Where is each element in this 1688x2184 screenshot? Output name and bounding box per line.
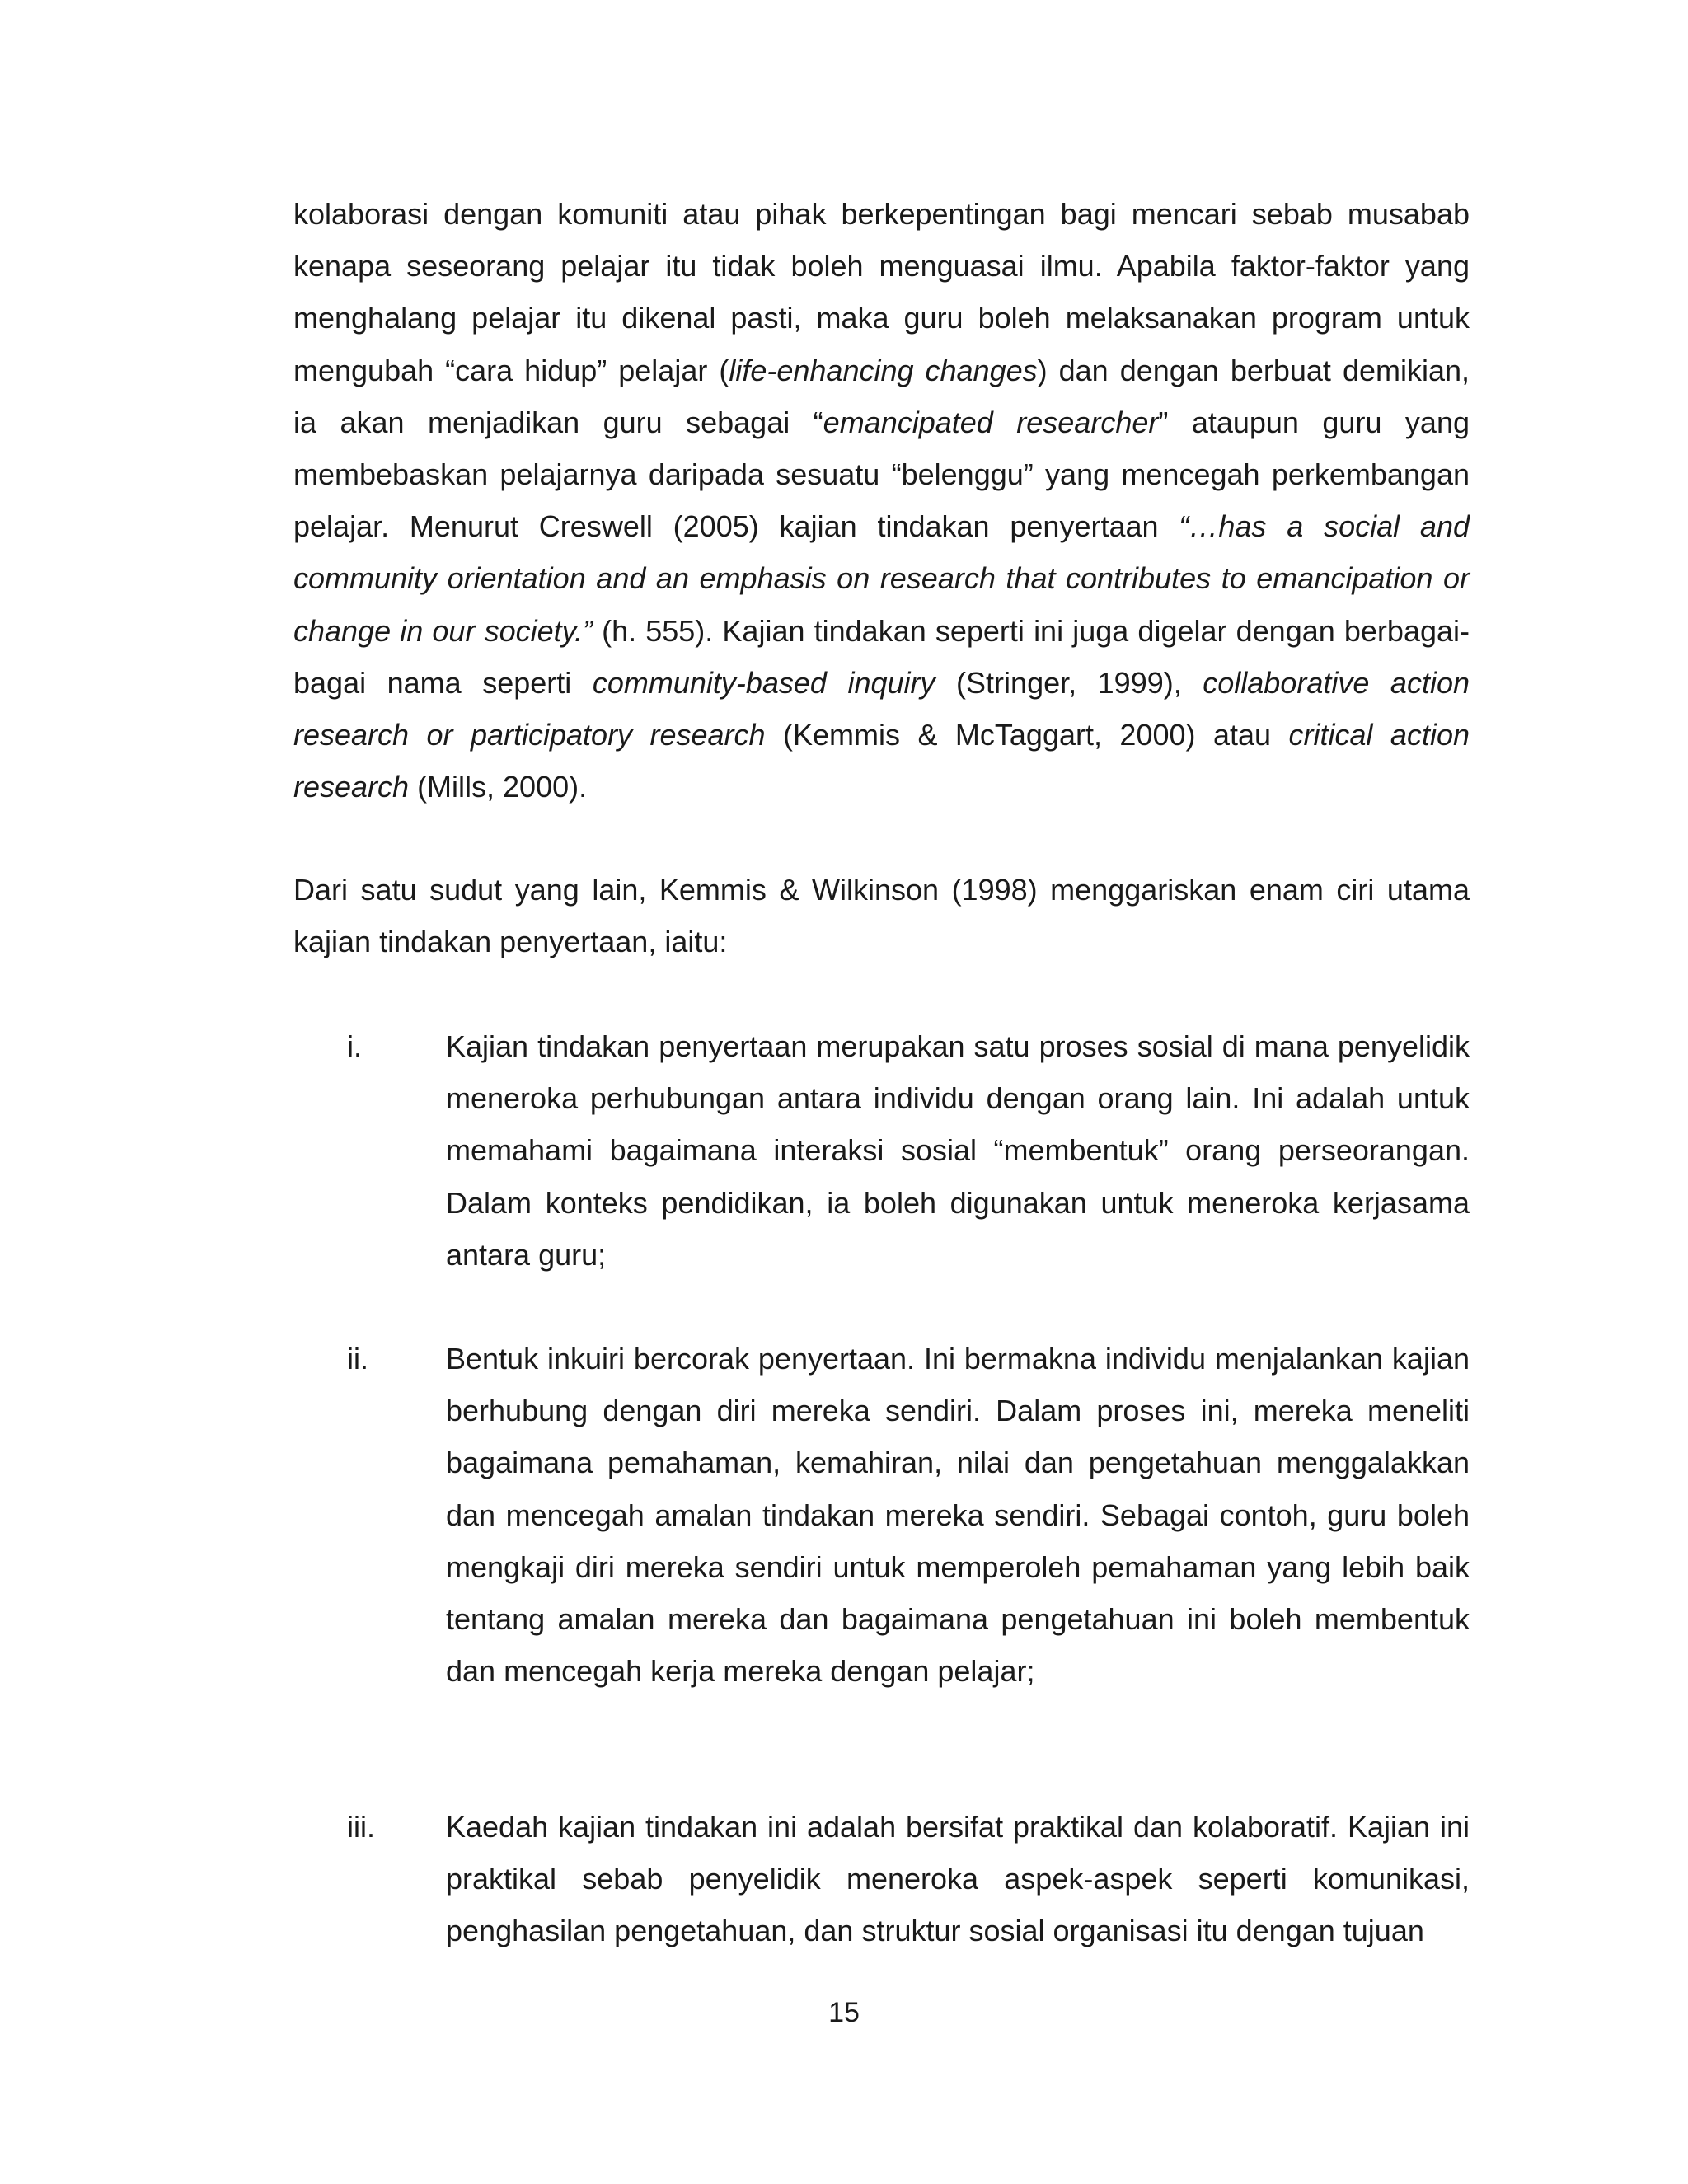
text-run: (h. 555). Kajian tindakan seperti ini juga digelar dengan berbagai-bagai nama seperti [293, 613, 1470, 700]
paragraph-1 [293, 188, 1470, 813]
italic-run: “…has a social and community orientation and an emphasis on research that contributes to emancipation or change in our society.” [293, 509, 1470, 648]
list-marker: i. [347, 1029, 362, 1063]
list-marker: ii. [347, 1342, 368, 1376]
text-run: ) dan dengan berbuat demikian, ia akan menjadikan guru sebagai “ [293, 353, 1470, 439]
italic-run: life-enhancing changes [729, 353, 1038, 387]
list-item-text: Kaedah kajian tindakan ini adalah bersifat praktikal dan kolaboratif. Kajian ini praktikal sebab penyelidik meneroka aspek-aspek seperti komunikasi, penghasilan pengetahuan, dan struktur sosial organisasi itu dengan tujuan [446, 1810, 1470, 1948]
text-run: (Kemmis & McTaggart, 2000) atau [765, 718, 1289, 752]
paragraph-2: Dari satu sudut yang lain, Kemmis & Wilkinson (1998) menggariskan enam ciri utama kajian tindakan penyertaan, iaitu: [293, 873, 1470, 959]
italic-run: critical action research [293, 718, 1470, 804]
italic-run: community-based inquiry [592, 665, 935, 700]
list-item-text: Kajian tindakan penyertaan merupakan satu proses sosial di mana penyelidik meneroka perhubungan antara individu dengan orang lain. Ini adalah untuk memahami bagaimana interaksi sosial “membentuk” orang perseorangan. Dalam konteks pendidikan, ia boleh digunakan untuk meneroka kerjasama antara guru; [446, 1029, 1470, 1272]
page-number: 15 [828, 1997, 860, 2028]
text-run: (Mills, 2000). [409, 770, 588, 804]
text-run: ” ataupun guru yang membebaskan pelajarnya daripada sesuatu “belenggu” yang mencegah perkembangan pelajar. Menurut Creswell (2005) kajian tindakan penyertaan [293, 405, 1470, 544]
list-marker: iii. [347, 1810, 375, 1844]
text-run: kolaborasi dengan komuniti atau pihak berkepentingan bagi mencari sebab musabab kenapa seseorang pelajar itu tidak boleh menguasai ilmu. Apabila faktor-faktor yang menghalang pelajar itu dikenal pasti, maka guru boleh melaksanakan program untuk mengubah “cara hidup” pelajar ( [293, 197, 1470, 387]
italic-run: emancipated researcher [823, 405, 1159, 439]
italic-run: collaborative action research or participatory research [293, 665, 1470, 752]
text-run: (Stringer, 1999), [935, 665, 1203, 700]
list-item-text: Bentuk inkuiri bercorak penyertaan. Ini bermakna individu menjalankan kajian berhubung dengan diri mereka sendiri. Dalam proses ini, mereka meneliti bagaimana pemahaman, kemahiran, nilai dan pengetahuan menggalakkan dan mencegah amalan tindakan mereka sendiri. Sebagai contoh, guru boleh mengkaji diri mereka sendiri untuk memperoleh pemahaman yang lebih baik tentang amalan mereka dan bagaimana pengetahuan ini boleh membentuk dan mencegah kerja mereka dengan pelajar; [446, 1342, 1470, 1689]
